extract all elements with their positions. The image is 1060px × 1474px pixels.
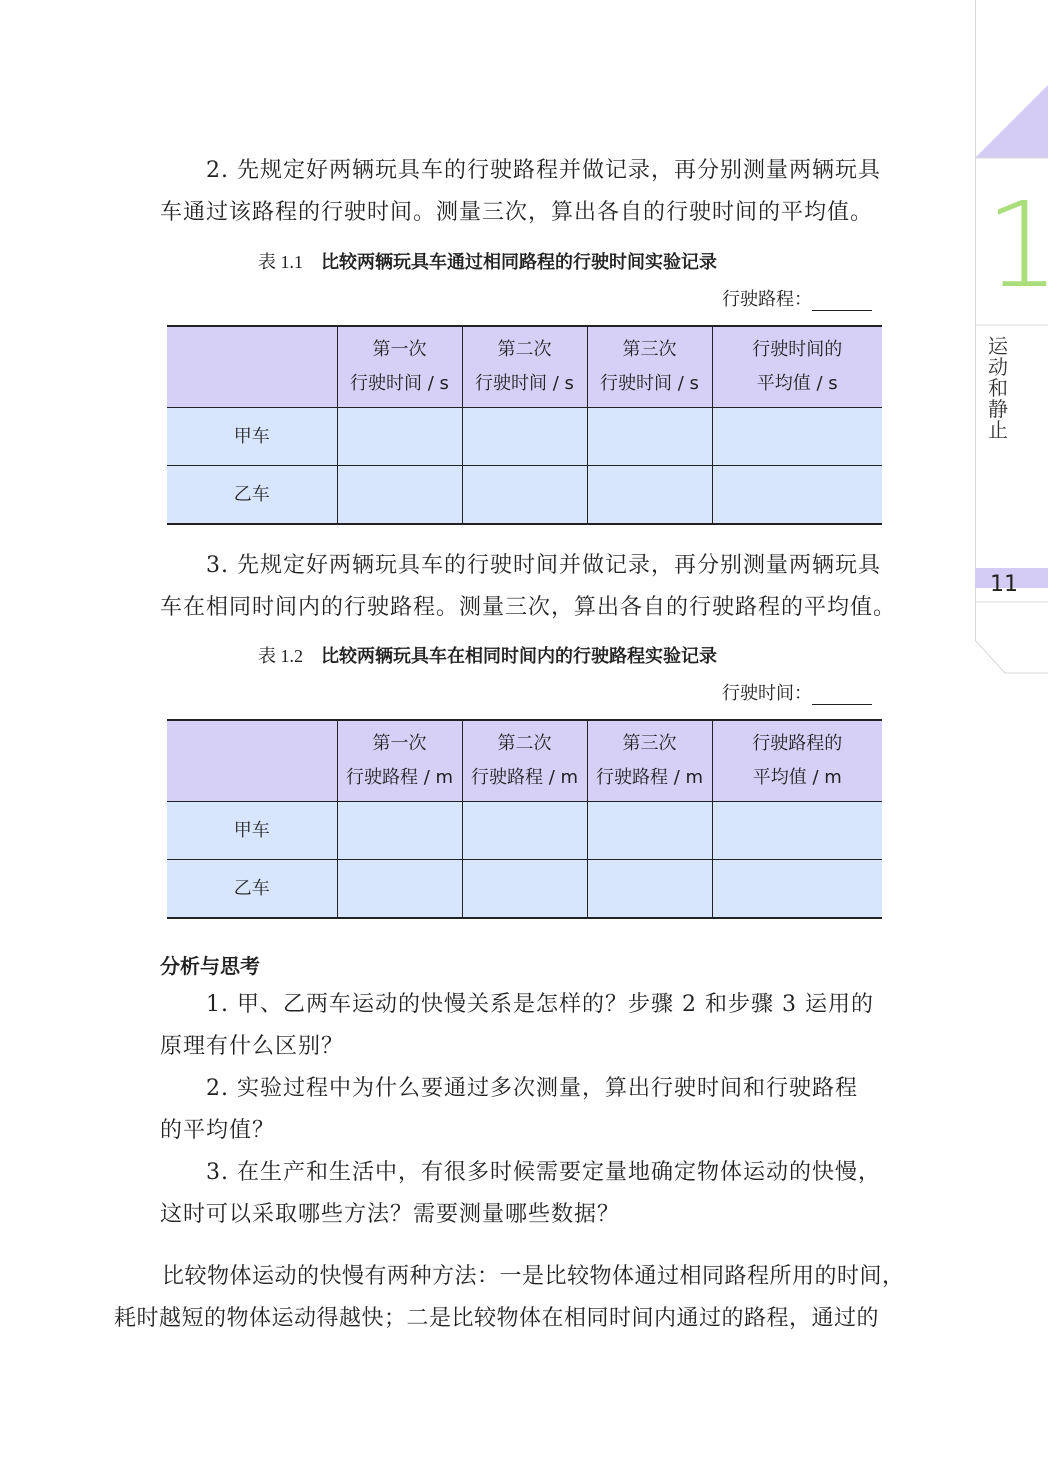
table-cell[interactable] [712, 860, 882, 919]
table2-header-row [167, 720, 882, 802]
table-cell[interactable] [712, 408, 882, 466]
table1-caption-text: 比较两辆玩具车通过相同路程的行驶时间实验记录 [321, 252, 717, 273]
table2-blank-line[interactable] [812, 688, 872, 705]
table2-header-cell: 第二次 行驶路程 / m [462, 720, 587, 802]
table1-header-cell: 第二次 行驶时间 / s [462, 326, 587, 408]
table1-header-row [167, 326, 882, 408]
row-label: 甲车 [167, 802, 337, 860]
table-row [167, 466, 882, 525]
question3-line1: 3. 在生产和生活中，有很多时候需要定量地确定物体运动的快慢， [206, 1160, 881, 1185]
chapter-number: 1 [985, 176, 1060, 314]
table-cell[interactable] [462, 408, 587, 466]
table-cell[interactable] [587, 466, 712, 525]
step3-line1: 3. 先规定好两辆玩具车的行驶时间并做记录，再分别测量两辆玩具 [206, 553, 881, 578]
table-cell[interactable] [462, 466, 587, 525]
summary-line2: 耗时越短的物体运动得越快；二是比较物体在相同时间内通过的路程，通过的 [114, 1306, 880, 1331]
step2-line1: 2. 先规定好两辆玩具车的行驶路程并做记录，再分别测量两辆玩具 [206, 158, 881, 183]
table2-caption-text: 比较两辆玩具车在相同时间内的行驶路程实验记录 [321, 646, 717, 667]
table-cell[interactable] [462, 802, 587, 860]
table1-blank-line[interactable] [812, 294, 872, 311]
table-row [167, 802, 882, 860]
question2-line1: 2. 实验过程中为什么要通过多次测量，算出行驶时间和行驶路程 [206, 1076, 858, 1101]
table1-blank [722, 285, 872, 311]
table1-blank-label: 行驶路程： [722, 289, 812, 310]
table-cell[interactable] [462, 860, 587, 919]
question3-line2: 这时可以采取哪些方法？需要测量哪些数据？ [160, 1202, 621, 1227]
table-cell[interactable] [587, 860, 712, 919]
row-label: 乙车 [167, 466, 337, 525]
table1-header-cell: 第一次 行驶时间 / s [337, 326, 462, 408]
step3-line2: 车在相同时间内的行驶路程。测量三次，算出各自的行驶路程的平均值。 [160, 595, 897, 620]
chapter-title: 运动和静止 [988, 334, 1008, 442]
table2-caption [258, 642, 717, 668]
table2-blank [722, 679, 872, 705]
page-number: 11 [990, 572, 1018, 597]
table1-header-cell: 行驶时间的 平均值 / s [712, 326, 882, 408]
table2-header-cell: 行驶路程的 平均值 / m [712, 720, 882, 802]
analysis-title: 分析与思考 [160, 954, 260, 978]
row-label: 甲车 [167, 408, 337, 466]
table2-header-empty [167, 720, 337, 802]
summary-line1: 比较物体运动的快慢有两种方法：一是比较物体通过相同路程所用的时间， [162, 1264, 905, 1289]
table2 [167, 719, 882, 919]
table2-header-cell: 第一次 行驶路程 / m [337, 720, 462, 802]
table2-caption-number: 表 1.2 [258, 646, 303, 666]
table-cell[interactable] [712, 802, 882, 860]
table-cell[interactable] [337, 860, 462, 919]
table1-header-cell: 第三次 行驶时间 / s [587, 326, 712, 408]
row-label: 乙车 [167, 860, 337, 919]
table2-header-cell: 第三次 行驶路程 / m [587, 720, 712, 802]
table-cell[interactable] [587, 408, 712, 466]
step2-line2: 车通过该路程的行驶时间。测量三次，算出各自的行驶时间的平均值。 [160, 200, 874, 225]
table-cell[interactable] [337, 466, 462, 525]
table1 [167, 325, 882, 525]
table-cell[interactable] [712, 466, 882, 525]
table1-caption-number: 表 1.1 [258, 252, 303, 272]
question1-line1: 1. 甲、乙两车运动的快慢关系是怎样的？步骤 2 和步骤 3 运用的 [206, 992, 874, 1017]
table1-caption [258, 248, 717, 274]
table2-blank-label: 行驶时间： [722, 683, 812, 704]
table-cell[interactable] [337, 408, 462, 466]
table-cell[interactable] [337, 802, 462, 860]
table-row [167, 860, 882, 919]
table1-header-empty [167, 326, 337, 408]
question1-line2: 原理有什么区别？ [160, 1034, 345, 1059]
question2-line2: 的平均值？ [160, 1118, 276, 1143]
table-row [167, 408, 882, 466]
table-cell[interactable] [587, 802, 712, 860]
